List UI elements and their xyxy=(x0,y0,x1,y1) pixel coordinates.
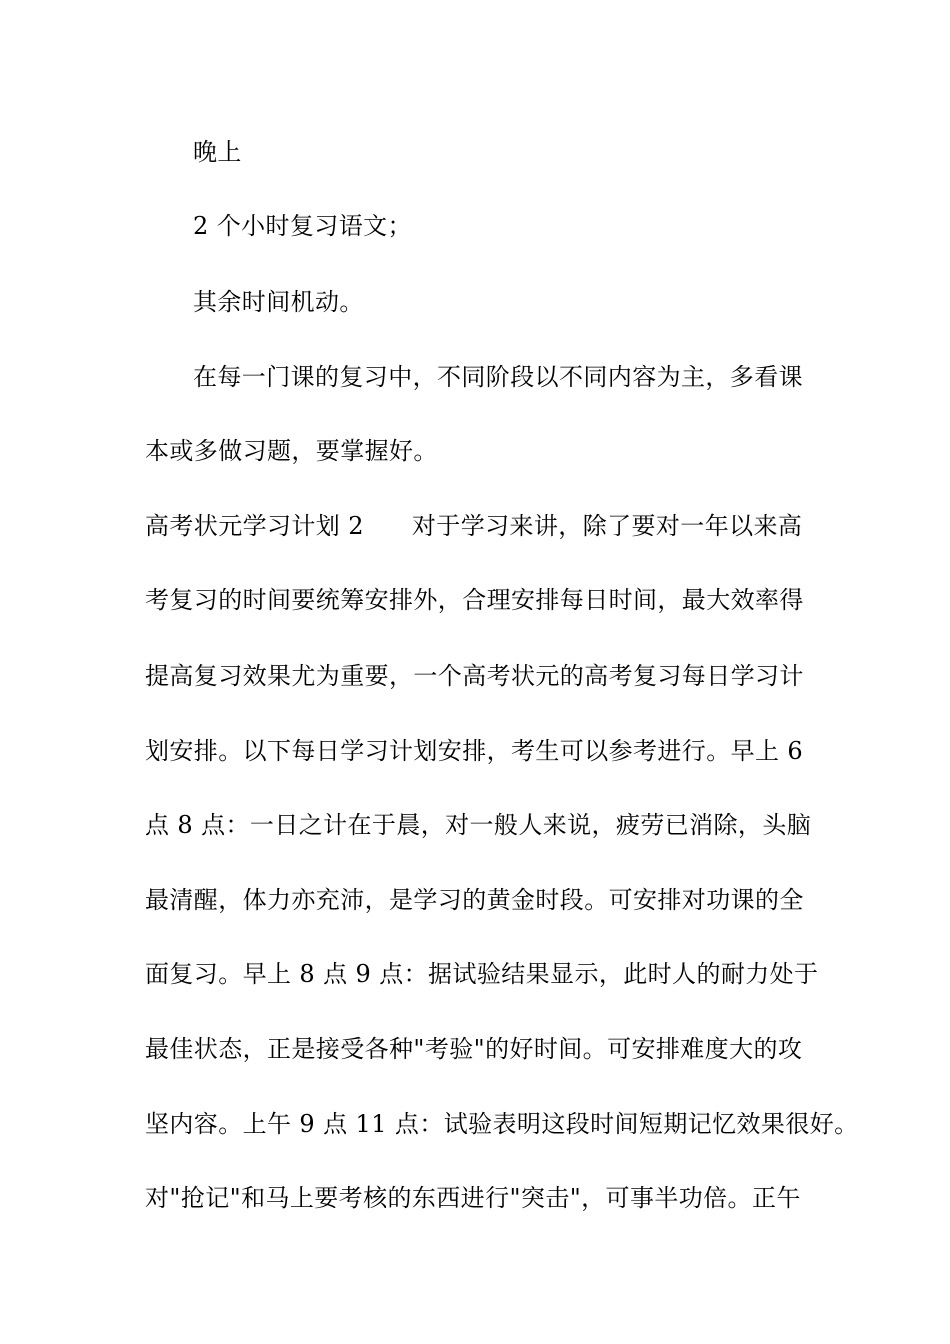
paragraph-line: 坚内容。上午 9 点 11 点：试验表明这段时间短期记忆效果很好。 xyxy=(145,1110,859,1138)
paragraph-line: 考复习的时间要统筹安排外，合理安排每日时间，最大效率得 xyxy=(145,586,804,614)
paragraph-line: 提高复习效果尤为重要，一个高考状元的高考复习每日学习计 xyxy=(145,662,804,690)
paragraph-line: 本或多做习题，要掌握好。 xyxy=(145,437,438,465)
paragraph-line: 最佳状态，正是接受各种"考验"的好时间。可安排难度大的攻 xyxy=(145,1035,803,1063)
paragraph-line: 晚上 xyxy=(193,138,242,166)
paragraph-line: 点 8 点：一日之计在于晨，对一般人来说，疲劳已消除，头脑 xyxy=(145,811,812,839)
paragraph-line: 其余时间机动。 xyxy=(193,288,364,316)
paragraph-line: 在每一门课的复习中，不同阶段以不同内容为主，多看课 xyxy=(193,363,803,391)
paragraph-line: 最清醒，体力亦充沛，是学习的黄金时段。可安排对功课的全 xyxy=(145,886,804,914)
section-text: 对于学习来讲，除了要对一年以来高 xyxy=(411,512,803,540)
paragraph-line: 对"抢记"和马上要考核的东西进行"突击"，可事半功倍。正午 xyxy=(145,1184,801,1212)
paragraph-line: 面复习。早上 8 点 9 点：据试验结果显示，此时人的耐力处于 xyxy=(145,960,819,988)
paragraph-line: 2 个小时复习语文； xyxy=(193,212,412,240)
paragraph-line: 划安排。以下每日学习计划安排，考生可以参考进行。早上 6 xyxy=(145,737,804,765)
section-title: 高考状元学习计划 2 xyxy=(145,512,364,540)
section-heading-line xyxy=(145,508,825,544)
